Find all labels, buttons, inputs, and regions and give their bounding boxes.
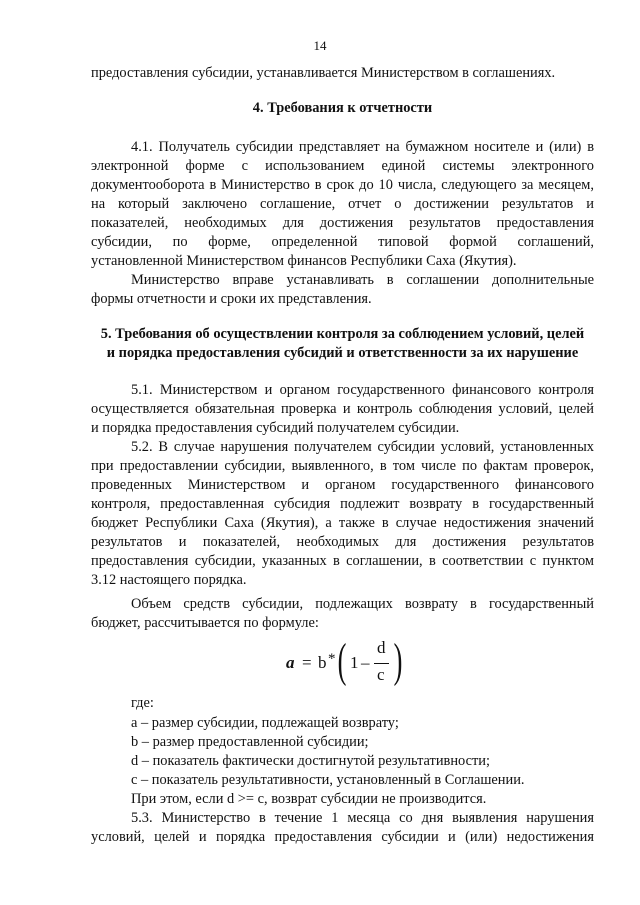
formula-numerator: d xyxy=(377,638,386,657)
section-heading-5-line-1: 5. Требования об осуществлении контроля за соблюдением условий, целей xyxy=(100,326,585,342)
text-line: Объем средств субсидии, подлежащих возврату в государственный xyxy=(131,596,594,612)
text-line: на который заключено соглашение, отчет о достижении результатов и xyxy=(91,196,594,212)
text-line: Министерство вправе устанавливать в соглашении дополнительные xyxy=(131,272,594,288)
text-line: условий, целей и порядка предоставления субсидии и (или) недостижения xyxy=(91,829,594,845)
formula-var-a: a xyxy=(286,653,295,672)
text-line: субсидии, по форме, определенной типовой формой соглашений, xyxy=(91,234,594,250)
formula-left-paren: ( xyxy=(337,634,347,687)
text-line: при предоставлении субсидии, выявленного, в том числе по фактам проверок, xyxy=(91,458,594,474)
formula-minus: – xyxy=(361,653,370,672)
text-line: установленной Министерством финансов Республики Саха (Якутия). xyxy=(91,253,517,269)
text-line: результатов и показателей, необходимых для достижения результатов xyxy=(91,534,594,550)
page-number: 14 xyxy=(313,38,327,53)
text-line: 5.2. В случае нарушения получателем субсидии условий, установленных xyxy=(131,439,594,455)
text-line: d – показатель фактически достигнутой результативности; xyxy=(131,753,490,769)
text-line: 3.12 настоящего порядка. xyxy=(91,572,247,588)
formula-fraction-bar xyxy=(374,663,389,664)
text-line: При этом, если d >= c, возврат субсидии не производится. xyxy=(131,791,487,807)
text-line: предоставления субсидии, указанных в соглашении, в соответствии с пунктом xyxy=(91,553,594,569)
formula-var-b: b xyxy=(318,653,327,672)
text-line: c – показатель результативности, установленный в Соглашении. xyxy=(131,772,525,788)
section-heading-4: 4. Требования к отчетности xyxy=(252,100,433,116)
text-line: a – размер субсидии, подлежащей возврату; xyxy=(131,715,399,731)
text-line: где: xyxy=(131,695,154,711)
text-line: бюджет, рассчитывается по формуле: xyxy=(91,615,319,631)
formula-equals: = xyxy=(302,653,312,672)
text-line: проведенных Министерством и органом государственного финансового xyxy=(91,477,594,493)
text-line: 5.1. Министерством и органом государственного финансового контроля xyxy=(131,382,594,398)
text-line: предоставления субсидии, устанавливается Министерством в соглашениях. xyxy=(91,65,556,81)
text-line: электронной форме с использованием единой системы электронного xyxy=(91,158,594,174)
text-line: показателей, необходимых для достижения результатов предоставления xyxy=(91,215,594,231)
refund-formula xyxy=(286,634,416,690)
text-line: осуществляется обязательная проверка и контроль соблюдения условий, целей xyxy=(91,401,594,417)
formula-multiply: * xyxy=(328,651,336,667)
text-line: и порядка предоставления субсидий получателем субсидии. xyxy=(91,420,460,436)
formula-right-paren: ) xyxy=(393,634,403,687)
text-line: 5.3. Министерство в течение 1 месяца со дня выявления нарушения xyxy=(131,810,594,826)
text-line: контроля, предоставленная субсидия подлежит возврату в государственный xyxy=(91,496,594,512)
section-heading-5-line-2: и порядка предоставления субсидий и ответственности за их нарушение xyxy=(106,345,579,361)
text-line: формы отчетности и сроки их представления. xyxy=(91,291,372,307)
text-line: 4.1. Получатель субсидии представляет на бумажном носителе и (или) в xyxy=(131,139,594,155)
text-line: b – размер предоставленной субсидии; xyxy=(131,734,369,750)
formula-one: 1 xyxy=(350,653,359,672)
formula-denominator: c xyxy=(377,665,385,684)
text-line: документооборота в Министерство в срок до 10 числа, следующего за месяцем, xyxy=(91,177,594,193)
text-line: бюджет Республики Саха (Якутия), а также в случае недостижения значений xyxy=(91,515,594,531)
